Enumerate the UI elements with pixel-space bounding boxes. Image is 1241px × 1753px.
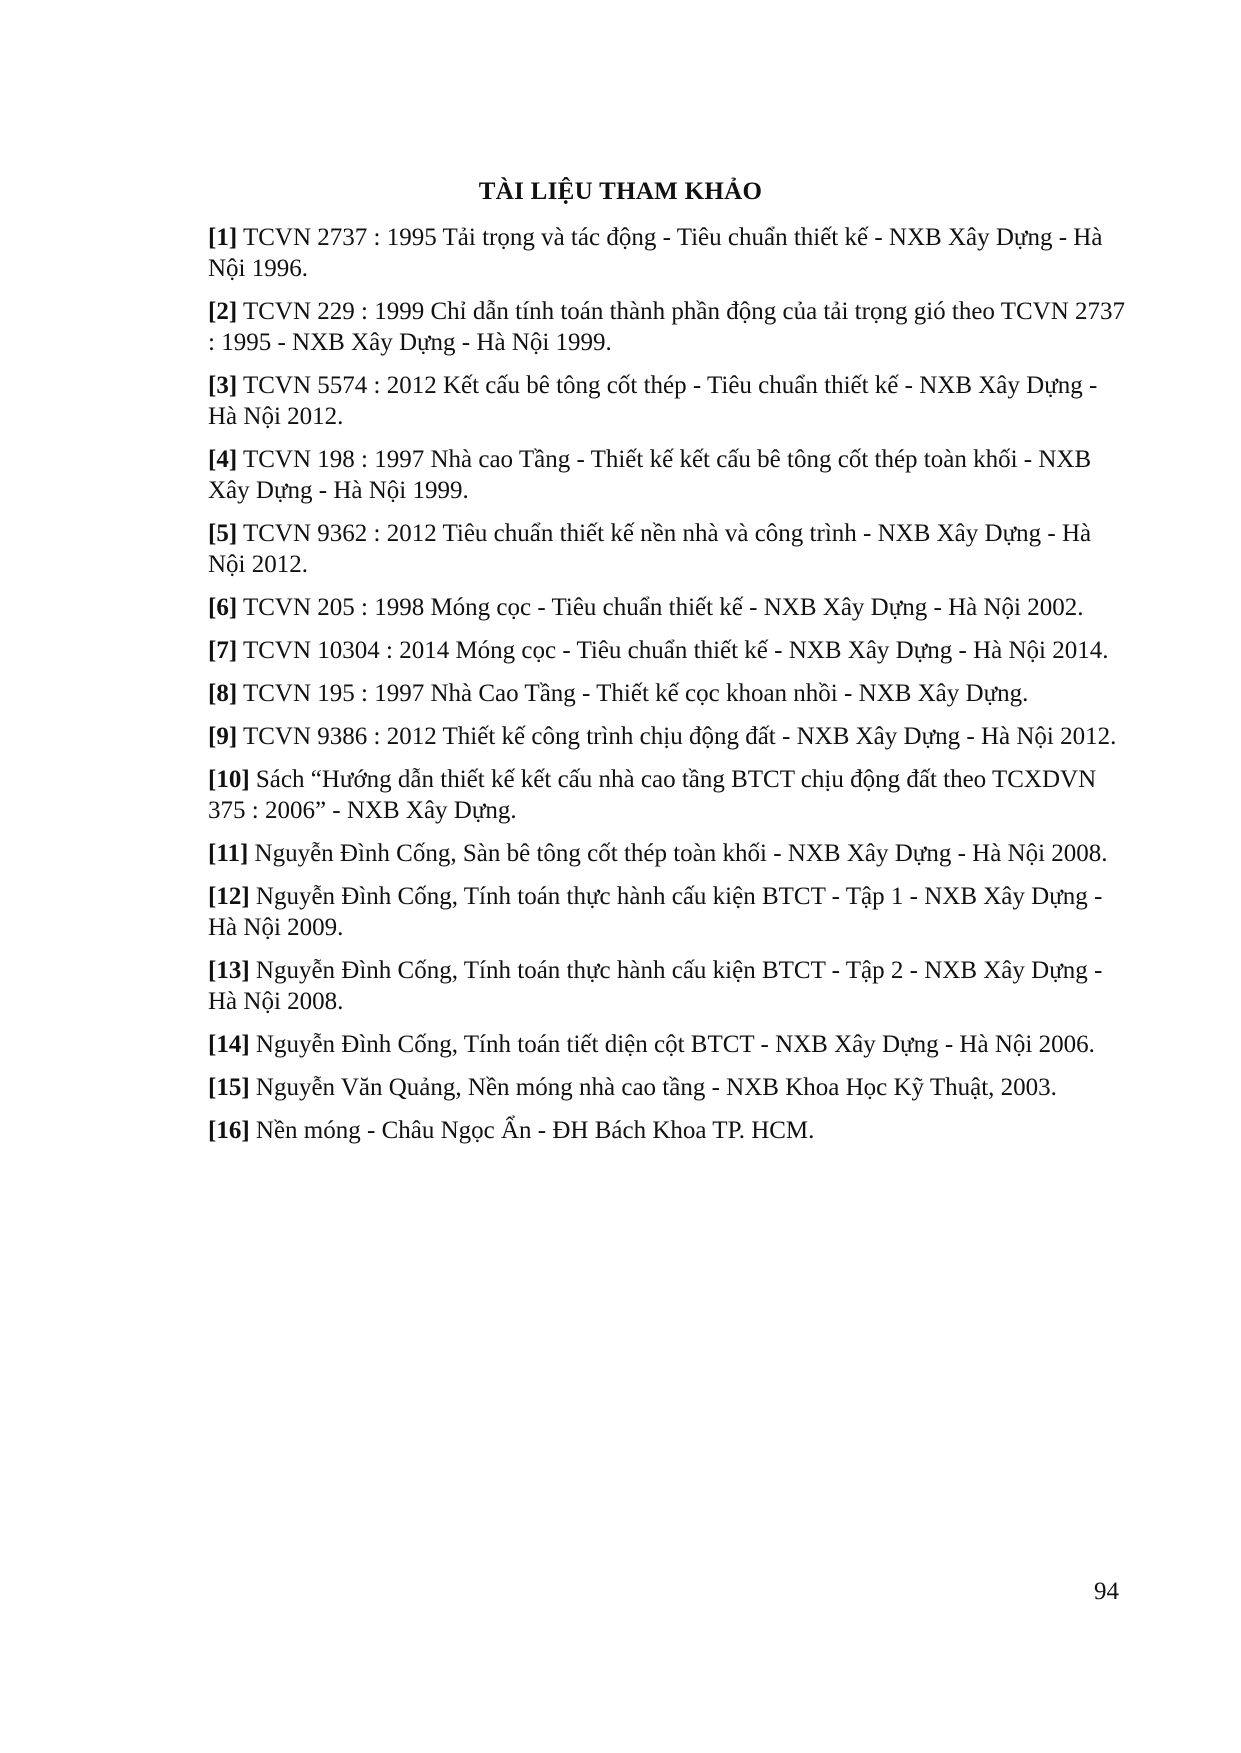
reference-text: TCVN 2737 : 1995 Tải trọng và tác động - Tiêu chuẩn thiết kế - NXB Xây Dựng - Hà Nội 1996. bbox=[208, 224, 1103, 282]
reference-number: [10] bbox=[208, 766, 250, 793]
reference-number: [8] bbox=[208, 680, 238, 707]
reference-text: Nguyễn Đình Cống, Sàn bê tông cốt thép toàn khối - NXB Xây Dựng - Hà Nội 2008. bbox=[248, 840, 1108, 867]
page-title: TÀI LIỆU THAM KHẢO bbox=[478, 178, 763, 205]
reference-number: [6] bbox=[208, 594, 238, 621]
reference-item bbox=[208, 592, 1128, 623]
reference-number: [11] bbox=[208, 840, 249, 867]
reference-text: TCVN 198 : 1997 Nhà cao Tầng - Thiết kế kết cấu bê tông cốt thép toàn khối - NXB Xây Dựng - Hà Nội 1999. bbox=[208, 446, 1092, 504]
reference-text: Nguyễn Đình Cống, Tính toán tiết diện cột BTCT - NXB Xây Dựng - Hà Nội 2006. bbox=[249, 1031, 1095, 1058]
reference-number: [13] bbox=[208, 957, 250, 984]
reference-number: [3] bbox=[208, 372, 238, 399]
reference-item bbox=[208, 764, 1128, 826]
reference-text: TCVN 9362 : 2012 Tiêu chuẩn thiết kế nền nhà và công trình - NXB Xây Dựng - Hà Nội 2012. bbox=[208, 520, 1092, 578]
reference-item bbox=[208, 955, 1128, 1017]
reference-item bbox=[208, 1029, 1128, 1060]
reference-text: Nguyễn Đình Cống, Tính toán thực hành cấu kiện BTCT - Tập 2 - NXB Xây Dựng - Hà Nội 2008. bbox=[208, 957, 1103, 1015]
reference-number: [7] bbox=[208, 637, 238, 664]
reference-number: [14] bbox=[208, 1031, 250, 1058]
reference-text: Nguyễn Văn Quảng, Nền móng nhà cao tầng - NXB Khoa Học Kỹ Thuật, 2003. bbox=[249, 1074, 1057, 1101]
reference-text: TCVN 229 : 1999 Chỉ dẫn tính toán thành phần động của tải trọng gió theo TCVN 2737 : 1995 - NXB Xây Dựng - Hà Nội 1999. bbox=[208, 298, 1126, 356]
reference-list bbox=[208, 222, 1128, 1158]
page-number: 94 bbox=[1094, 1578, 1119, 1605]
reference-item bbox=[208, 1115, 1128, 1146]
reference-item bbox=[208, 881, 1128, 943]
reference-item bbox=[208, 296, 1128, 358]
reference-text: Sách “Hướng dẫn thiết kế kết cấu nhà cao tầng BTCT chịu động đất theo TCXDVN 375 : 2006” - NXB Xây Dựng. bbox=[208, 766, 1097, 824]
reference-item bbox=[208, 518, 1128, 580]
reference-item bbox=[208, 1072, 1128, 1103]
reference-text: TCVN 9386 : 2012 Thiết kế công trình chịu động đất - NXB Xây Dựng - Hà Nội 2012. bbox=[237, 723, 1117, 750]
reference-number: [16] bbox=[208, 1117, 250, 1144]
reference-text: TCVN 195 : 1997 Nhà Cao Tầng - Thiết kế cọc khoan nhồi - NXB Xây Dựng. bbox=[237, 680, 1029, 707]
reference-text: Nguyễn Đình Cống, Tính toán thực hành cấu kiện BTCT - Tập 1 - NXB Xây Dựng - Hà Nội 2009. bbox=[208, 883, 1103, 941]
reference-text: Nền móng - Châu Ngọc Ẩn - ĐH Bách Khoa TP. HCM. bbox=[249, 1117, 815, 1144]
reference-number: [1] bbox=[208, 224, 238, 251]
reference-number: [15] bbox=[208, 1074, 250, 1101]
reference-number: [4] bbox=[208, 446, 238, 473]
reference-text: TCVN 5574 : 2012 Kết cấu bê tông cốt thép - Tiêu chuẩn thiết kế - NXB Xây Dựng - Hà Nội 2012. bbox=[208, 372, 1098, 430]
reference-text: TCVN 205 : 1998 Móng cọc - Tiêu chuẩn thiết kế - NXB Xây Dựng - Hà Nội 2002. bbox=[237, 594, 1084, 621]
reference-number: [9] bbox=[208, 723, 238, 750]
reference-number: [12] bbox=[208, 883, 250, 910]
reference-number: [2] bbox=[208, 298, 238, 325]
reference-item bbox=[208, 721, 1128, 752]
reference-item bbox=[208, 635, 1128, 666]
reference-item bbox=[208, 838, 1128, 869]
reference-item bbox=[208, 678, 1128, 709]
reference-item bbox=[208, 370, 1128, 432]
reference-item bbox=[208, 444, 1128, 506]
reference-number: [5] bbox=[208, 520, 238, 547]
reference-text: TCVN 10304 : 2014 Móng cọc - Tiêu chuẩn thiết kế - NXB Xây Dựng - Hà Nội 2014. bbox=[237, 637, 1109, 664]
reference-item bbox=[208, 222, 1128, 284]
